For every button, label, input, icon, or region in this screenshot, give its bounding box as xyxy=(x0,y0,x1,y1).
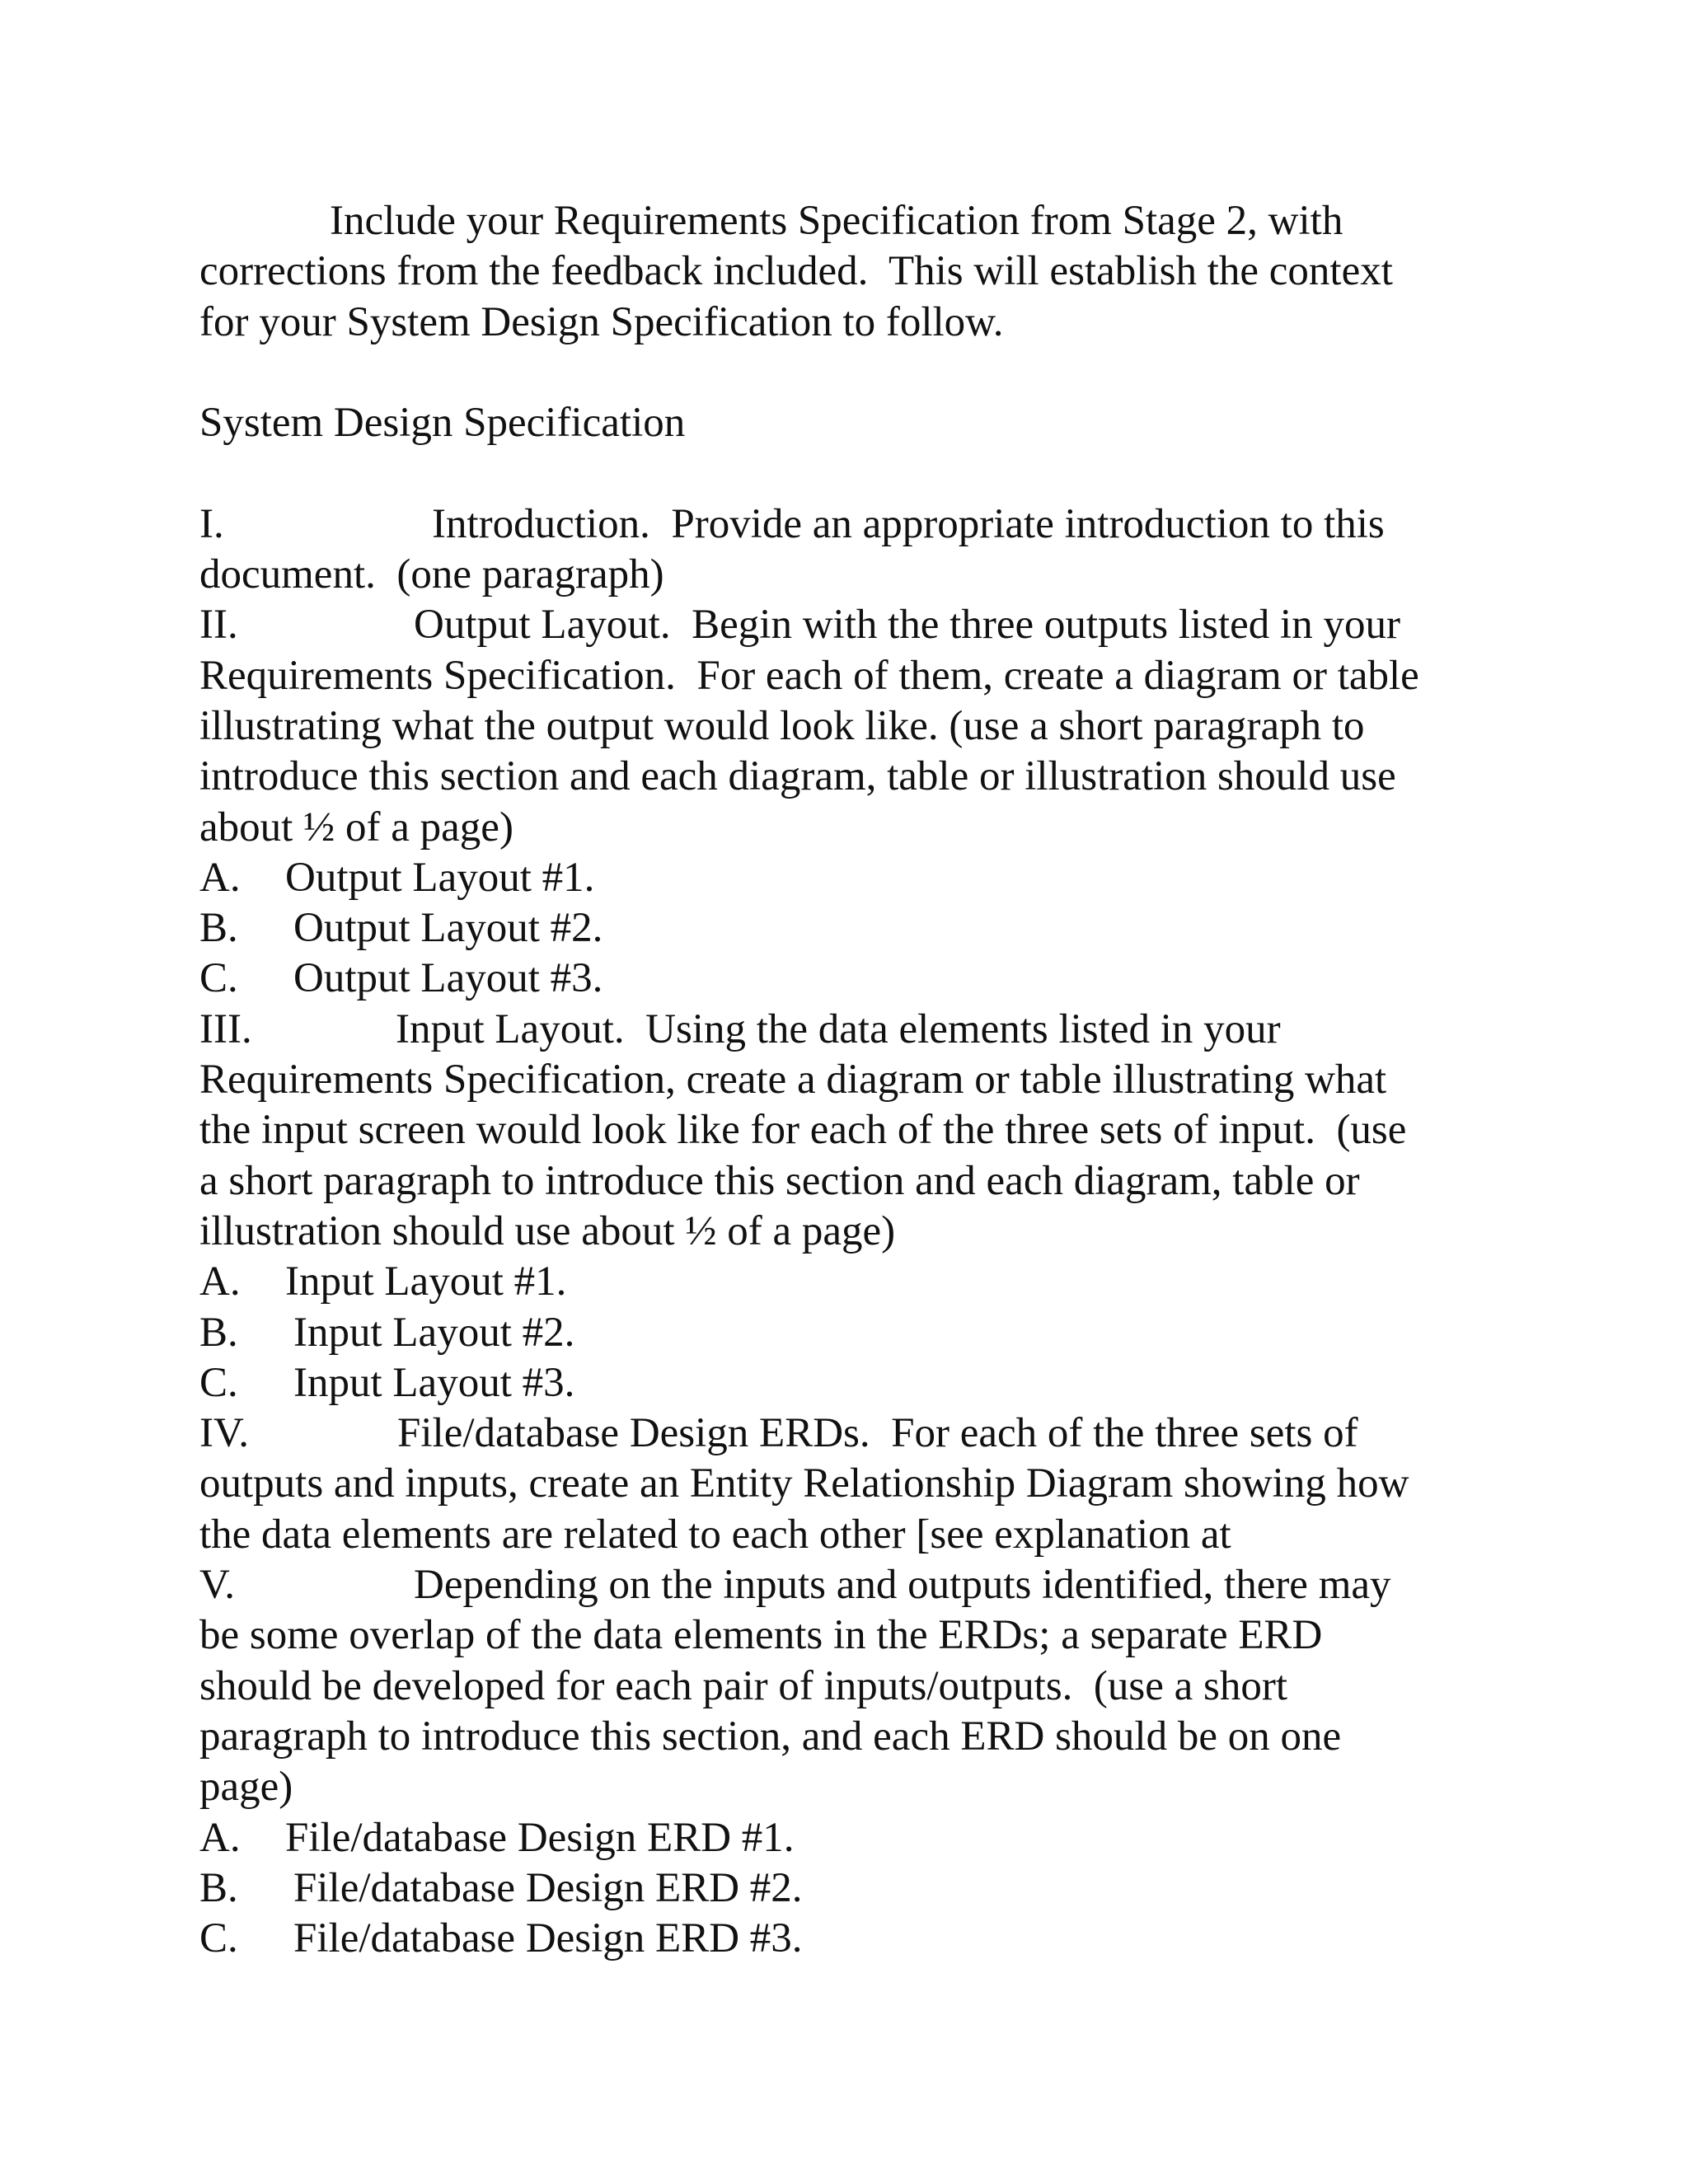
section-2-line-4: introduce this section and each diagram, table or illustration should use xyxy=(199,753,1396,800)
list-item: C. File/database Design ERD #3. xyxy=(199,1915,803,1962)
intro-line-2: corrections from the feedback included. This will establish the context xyxy=(199,248,1393,295)
section-2-line-3: illustrating what the output would look like. (use a short paragraph to xyxy=(199,702,1365,749)
list-item: A. Input Layout #1. xyxy=(199,1258,567,1305)
section-3-line-5: illustration should use about ½ of a page) xyxy=(199,1207,896,1254)
document-heading: System Design Specification xyxy=(199,400,686,447)
section-3-line-2: Requirements Specification, create a diagram or table illustrating what xyxy=(199,1057,1387,1104)
section-2-line-5: about ½ of a page) xyxy=(199,804,513,851)
intro-line-3: for your System Design Specification to follow. xyxy=(199,298,1004,345)
section-2-line-1: II. Output Layout. Begin with the three outputs listed in your xyxy=(199,600,1485,650)
list-item: C. Output Layout #3. xyxy=(199,955,603,1002)
section-5-line-4: paragraph to introduce this section, and each ERD should be on one xyxy=(199,1713,1342,1760)
list-item: A. File/database Design ERD #1. xyxy=(199,1814,795,1861)
section-numeral: IV. xyxy=(199,1410,249,1457)
document-body xyxy=(199,196,1485,1964)
section-5-line-3: should be developed for each pair of inputs/outputs. (use a short xyxy=(199,1662,1288,1709)
section-4-line-1: IV. File/database Design ERDs. For each of the three sets of xyxy=(199,1408,1485,1459)
section-5-line-1: V. Depending on the inputs and outputs identified, there may xyxy=(199,1560,1485,1610)
section-numeral: II. xyxy=(199,602,238,649)
list-item: B. File/database Design ERD #2. xyxy=(199,1864,803,1911)
list-item: A. Output Layout #1. xyxy=(199,854,595,901)
intro-line-1: Include your Requirements Specification from Stage 2, with xyxy=(330,198,1343,244)
list-item: C. Input Layout #3. xyxy=(199,1359,575,1406)
section-4-line-2: outputs and inputs, create an Entity Relationship Diagram showing how xyxy=(199,1460,1409,1507)
section-numeral: V. xyxy=(199,1562,236,1609)
section-2-line-2: Requirements Specification. For each of them, create a diagram or table xyxy=(199,652,1419,699)
section-3-line-4: a short paragraph to introduce this section and each diagram, table or xyxy=(199,1157,1360,1204)
section-1-line-2: document. (one paragraph) xyxy=(199,551,664,598)
section-5-line-2: be some overlap of the data elements in the ERDs; a separate ERD xyxy=(199,1612,1323,1659)
list-item: B. Input Layout #2. xyxy=(199,1309,575,1356)
section-5-line-5: page) xyxy=(199,1764,293,1811)
section-4-line-3: the data elements are related to each other [see explanation at xyxy=(199,1511,1231,1558)
section-1-line-1: I. Introduction. Provide an appropriate introduction to this xyxy=(199,499,1485,550)
section-numeral: III. xyxy=(199,1005,252,1052)
section-numeral: I. xyxy=(199,500,224,547)
section-3-line-1: III. Input Layout. Using the data elements listed in your xyxy=(199,1005,1485,1055)
list-item: B. Output Layout #2. xyxy=(199,905,603,952)
section-3-line-3: the input screen would look like for each of the three sets of input. (use xyxy=(199,1107,1407,1154)
